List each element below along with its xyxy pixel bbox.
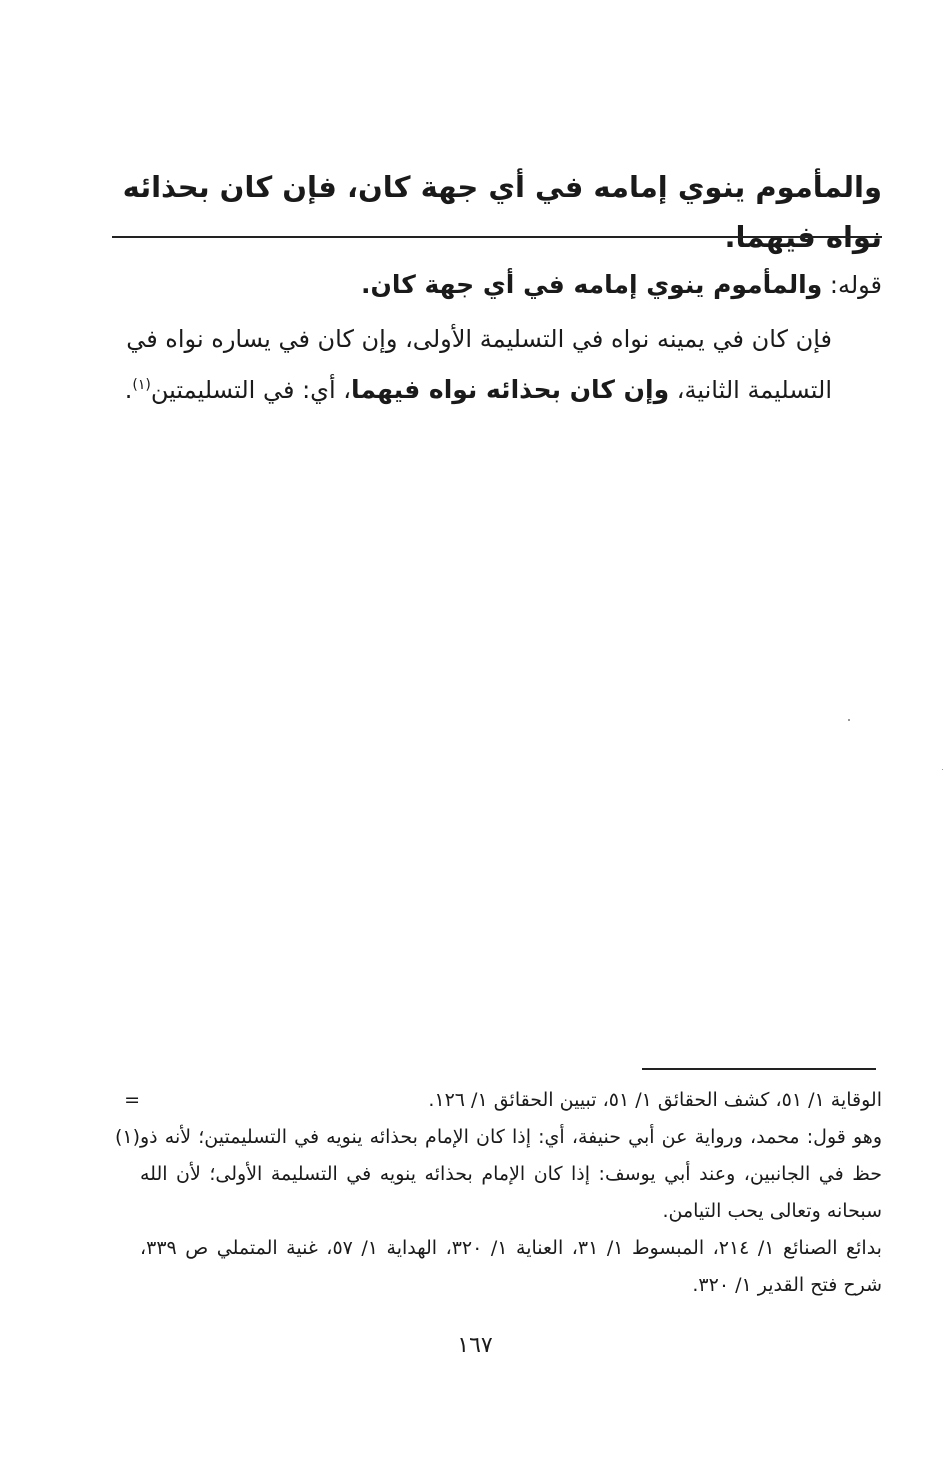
para-text-1: فإن كان في يمينه نواه في التسليمة الأولى، وإن كان في يساره نواه في التسليمة الثانية، — [126, 325, 832, 404]
commentary — [112, 262, 882, 421]
quote-text: والمأموم ينوي إمامه في أي جهة كان. — [361, 270, 823, 299]
footnotes — [100, 1082, 882, 1304]
para-text-2: ، أي: في التسليمتين — [150, 376, 351, 404]
footnote-1-sources — [100, 1230, 882, 1304]
footnote-marker: = — [124, 1089, 140, 1111]
page-number: ١٦٧ — [457, 1333, 493, 1358]
footnote-ref[interactable]: (١) — [132, 377, 151, 393]
para-end: . — [124, 376, 133, 404]
commentary-paragraph — [112, 316, 882, 413]
footnote-continuation — [100, 1082, 882, 1119]
footnote-sources: بدائع الصنائع ١/ ٢١٤، المبسوط ١/ ٣١، العناية ١/ ٣٢٠، الهداية ١/ ٥٧، غنية المتملي ص ٣٣٩، شرح فتح القدير ١/ ٣٢٠. — [140, 1237, 882, 1296]
matn-text-2: فإن كان بحذائه نواه فيهما. — [122, 170, 882, 254]
footnote-marker: (١) — [114, 1126, 140, 1148]
matn-divider — [112, 236, 882, 238]
scan-speck — [942, 769, 943, 770]
footnote-text: وهو قول: محمد، ورواية عن أبي حنيفة، أي: إذا كان الإمام بحذائه ينويه في التسليمتين؛ لأنه ذو حظ في الجانبين، وعند أبي يوسف: إذا كان الإمام بحذائه ينويه في التسليمة الأولى؛ لأن الله سبحانه وتعالى يحب التيامن. — [140, 1126, 882, 1222]
scan-speck — [848, 719, 850, 721]
footnote-1 — [100, 1119, 882, 1230]
matn-line — [60, 162, 882, 262]
matn-text-1: والمأموم ينوي إمامه في أي جهة كان، — [336, 170, 882, 204]
quote-prefix: قوله: — [822, 271, 882, 299]
commentary-quote — [112, 262, 882, 308]
footnote-text: الوقاية ١/ ٥١، كشف الحقائق ١/ ٥١، تبيين الحقائق ١/ ١٢٦. — [428, 1089, 882, 1111]
footnote-separator — [642, 1068, 876, 1070]
para-bold: وإن كان بحذائه نواه فيهما — [351, 375, 670, 404]
